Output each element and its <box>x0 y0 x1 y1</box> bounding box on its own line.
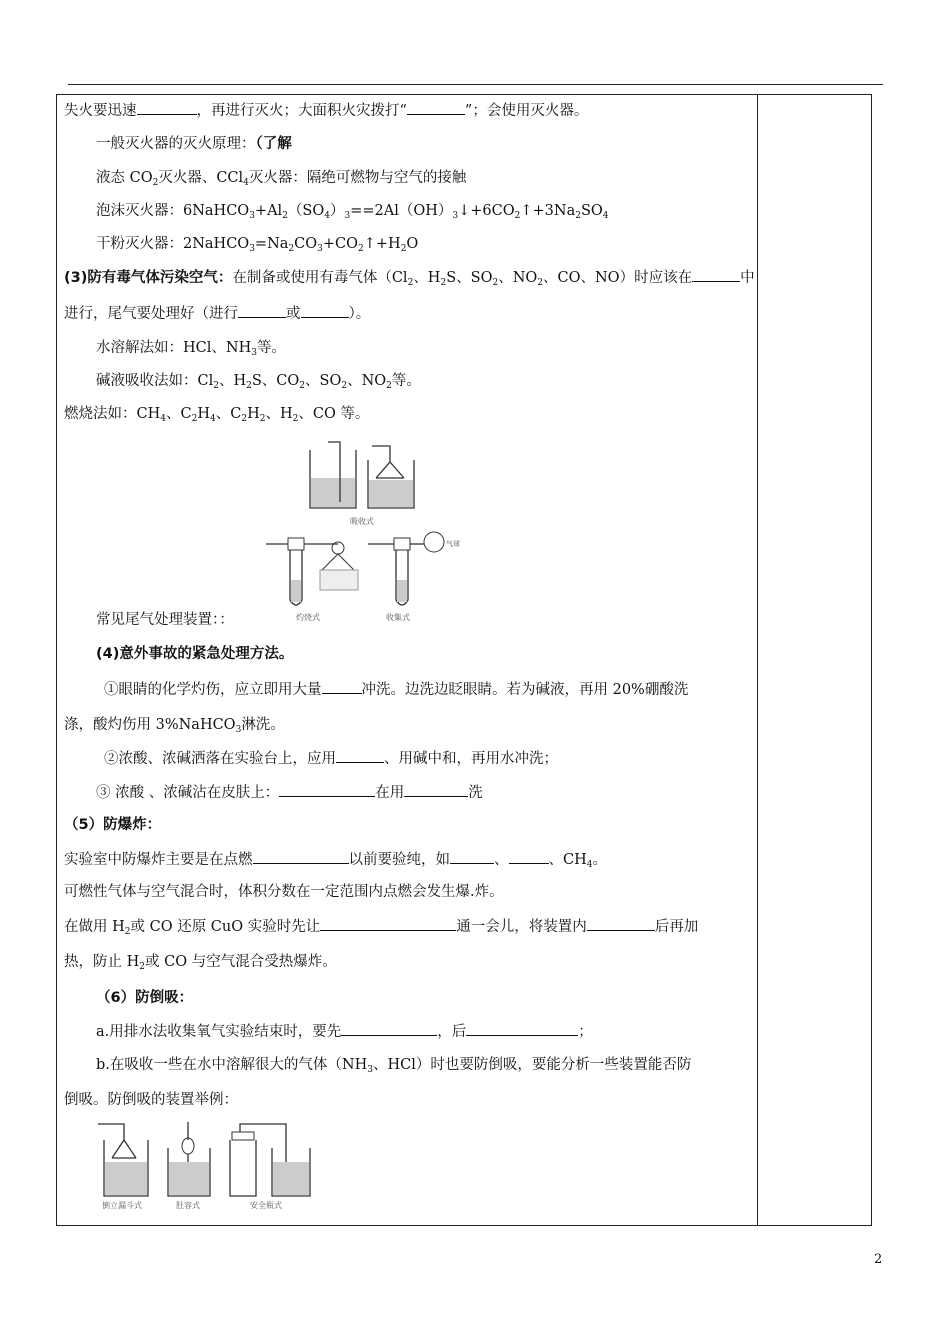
sub: 2 <box>407 278 414 288</box>
stopper <box>394 538 410 550</box>
accident-eye-2 <box>64 715 285 740</box>
toxic-line-2 <box>64 303 370 324</box>
text: 灭火器、CCl <box>158 170 244 186</box>
suckback-a <box>96 1021 593 1042</box>
text: 实验室中防爆炸主要是在点燃 <box>64 852 253 868</box>
liquid <box>169 1162 209 1195</box>
sub: 2 <box>440 278 447 288</box>
toxic-line-1 <box>64 267 755 293</box>
liquid <box>291 580 301 602</box>
text: ==2Al（OH） <box>350 203 453 219</box>
text: 以前要验纯，如 <box>348 852 450 868</box>
sub: 2 <box>259 414 266 424</box>
text: 液态 CO <box>96 170 153 186</box>
text: 一般灭火器的灭火原理： <box>96 136 256 152</box>
text: +Al <box>254 203 283 219</box>
blank <box>336 748 384 763</box>
liquid <box>369 480 413 507</box>
sub: 2 <box>124 927 131 937</box>
sub: 2 <box>575 211 581 221</box>
sub: 2 <box>358 244 364 254</box>
sub: 2 <box>241 414 248 424</box>
text: 或 <box>286 306 301 322</box>
sub: 4 <box>586 860 593 870</box>
sub: 2 <box>299 381 306 391</box>
sub: 3 <box>249 211 255 221</box>
suckback-b-2: 倒吸。防倒吸的装置举例： <box>64 1092 238 1108</box>
text: 后再加 <box>654 919 699 935</box>
blank <box>466 1021 578 1036</box>
text: 、H <box>218 373 247 389</box>
text: ↓+6CO <box>458 203 515 219</box>
suckback-b <box>96 1055 691 1080</box>
text: +CO <box>322 236 358 252</box>
text: O <box>406 236 419 252</box>
sub: 4 <box>160 414 166 424</box>
sub: 2 <box>400 244 407 254</box>
toxic-burn <box>64 404 369 429</box>
sub: 2 <box>492 278 499 288</box>
sub: 3 <box>452 211 459 221</box>
fire-powder <box>96 234 418 259</box>
text: （了解 <box>255 136 292 152</box>
text: H <box>247 406 260 422</box>
table-column-divider <box>757 94 758 1226</box>
sub: 2 <box>288 244 295 254</box>
fire-foam <box>96 201 609 226</box>
sub: 2 <box>386 381 392 391</box>
sub: 3 <box>251 348 257 358</box>
text: 或 CO 与空气混合受热爆炸。 <box>145 954 337 970</box>
sub: 2 <box>213 381 219 391</box>
stand-base <box>320 570 358 590</box>
blank <box>301 303 349 318</box>
text: 洗 <box>468 785 483 801</box>
bulb <box>182 1138 194 1154</box>
blank <box>509 849 549 864</box>
header-rule <box>68 84 883 85</box>
liquid <box>311 478 355 507</box>
blank <box>341 1021 437 1036</box>
text: 热，防止 H <box>64 954 140 970</box>
blank <box>404 782 468 797</box>
text: 或 CO 还原 CuO 实验时先让 <box>130 919 321 935</box>
sub: 2 <box>341 381 348 391</box>
sub: 2 <box>139 962 145 972</box>
text: 灭火器：隔绝可燃物与空气的接触 <box>248 170 467 186</box>
text: ）。 <box>348 306 371 322</box>
fire-co2 <box>96 168 466 193</box>
sub: 2 <box>282 211 288 221</box>
label-collect: 收集式 <box>386 613 410 622</box>
sub: 3 <box>367 1065 373 1075</box>
text: 、CO、NO）时应该在 <box>543 270 693 286</box>
sub: 3 <box>235 725 242 735</box>
blank <box>322 679 362 694</box>
text: 水溶解法如：HCl、NH <box>96 340 252 356</box>
text: ； <box>578 1024 593 1040</box>
text: 冲洗。边洗边眨眼睛。若为碱液，再用 20%硼酸洗 <box>361 682 689 698</box>
text: 等。 <box>256 340 286 356</box>
sub: 2 <box>537 278 544 288</box>
blank <box>253 849 349 864</box>
label-burn: 灼烧式 <box>296 613 320 622</box>
text: S、CO <box>251 373 300 389</box>
page-number: 2 <box>874 1252 883 1267</box>
text: 、NO <box>347 373 387 389</box>
text: 干粉灭火器：2NaHCO <box>96 236 250 252</box>
text: ②浓酸、浓碱洒落在实验台上，应用 <box>104 751 336 767</box>
text: 、用碱中和，再用水冲洗； <box>384 751 558 767</box>
sub: 2 <box>191 414 198 424</box>
text: SO <box>580 203 603 219</box>
text: 、HCl）时也要防倒吸，要能分析一些装置能否防 <box>372 1057 692 1073</box>
text: b.在吸收一些在水中溶解很大的气体（NH <box>96 1057 368 1073</box>
blank <box>407 100 465 115</box>
text: 在用 <box>375 785 405 801</box>
text: 在制备或使用有毒气体（Cl <box>232 270 408 286</box>
text: 、CH <box>548 852 587 868</box>
explosion-heading: （5）防爆炸： <box>64 817 162 833</box>
text: 、NO <box>498 270 538 286</box>
text: 。 <box>592 852 607 868</box>
blank <box>279 782 375 797</box>
text: ↑+3Na <box>520 203 576 219</box>
text: ③ 浓酸 、浓碱沾在皮肤上： <box>96 785 280 801</box>
explosion-line-4 <box>64 952 337 977</box>
toxic-water <box>96 338 286 363</box>
accident-eye <box>104 679 688 700</box>
section-heading: (3)防有毒气体污染空气： <box>64 270 233 286</box>
text: 、H <box>265 406 293 422</box>
text: 、 <box>494 852 509 868</box>
sub: 2 <box>514 211 521 221</box>
explosion-line-1 <box>64 849 607 875</box>
blank <box>450 849 494 864</box>
sub: 4 <box>243 178 249 188</box>
sub: 4 <box>209 414 216 424</box>
text: 、H <box>413 270 441 286</box>
label-funnel: 倒立漏斗式 <box>102 1201 142 1210</box>
text: a.用排水法收集氧气实验结束时，要先 <box>96 1024 342 1040</box>
explosion-line-3 <box>64 916 698 942</box>
blank <box>692 267 740 282</box>
text: H <box>197 406 210 422</box>
text: ，后 <box>437 1024 467 1040</box>
fire-principle <box>96 134 292 154</box>
text: 通一会儿，将装置内 <box>456 919 587 935</box>
sub: 4 <box>602 211 609 221</box>
fire-line-1 <box>64 100 588 121</box>
stopper <box>288 538 304 550</box>
text: CO <box>294 236 318 252</box>
text: 、SO <box>305 373 342 389</box>
text: 淋洗。 <box>241 717 285 733</box>
text: =Na <box>254 236 289 252</box>
sub: 3 <box>317 244 323 254</box>
sub: 2 <box>292 414 299 424</box>
tail-gas-figure <box>262 430 458 624</box>
text: ） <box>329 203 345 219</box>
text: S、SO <box>446 270 493 286</box>
text: 、C <box>165 406 192 422</box>
text: （SO <box>287 203 325 219</box>
liquid <box>397 580 407 602</box>
safety-bottle <box>230 1140 256 1196</box>
tail-gas-caption: 常见尾气处理装置：： <box>96 612 234 628</box>
blank <box>137 100 197 115</box>
liquid <box>273 1162 309 1195</box>
blank <box>238 303 286 318</box>
sub: 2 <box>246 381 252 391</box>
text: ，再进行灭火；大面积火灾拨打“ <box>196 103 407 119</box>
label-bulb: 肚容式 <box>176 1201 200 1210</box>
stopper <box>232 1132 254 1140</box>
suckback-heading: （6）防倒吸： <box>96 990 194 1006</box>
label-balloon: 气球 <box>446 540 460 548</box>
accident-skin <box>96 782 483 803</box>
label-safety: 安全瓶式 <box>250 1201 282 1210</box>
accident-heading: (4)意外事故的紧急处理方法。 <box>96 646 294 662</box>
text: ①眼睛的化学灼伤，应立即用大量 <box>104 682 322 698</box>
liquid <box>105 1162 147 1195</box>
blank <box>587 916 655 931</box>
text: ↑+H <box>363 236 401 252</box>
text: 进行，尾气要处理好（进行 <box>64 306 238 322</box>
text: 泡沫灭火器：6NaHCO <box>96 203 250 219</box>
text: 等。 <box>391 373 421 389</box>
text: 、C <box>215 406 242 422</box>
text: ”；会使用灭火器。 <box>464 103 589 119</box>
toxic-alkali <box>96 371 421 396</box>
anti-suckback-figure <box>90 1118 330 1210</box>
text: 中 <box>740 270 755 286</box>
text: 燃烧法如：CH <box>64 406 161 422</box>
sub: 2 <box>152 178 159 188</box>
sub: 3 <box>344 211 351 221</box>
blank <box>320 916 456 931</box>
accident-spill <box>104 748 558 769</box>
explosion-line-2: 可燃性气体与空气混合时，体积分数在一定范围内点燃会发生爆.炸。 <box>64 884 504 900</box>
text: 碱液吸收法如：Cl <box>96 373 214 389</box>
text: 涤，酸灼伤用 3%NaHCO <box>64 717 236 733</box>
sub: 3 <box>249 244 255 254</box>
text: 失火要迅速 <box>64 103 137 119</box>
text: 、CO 等。 <box>298 406 370 422</box>
label-absorb: 吸收式 <box>350 517 374 526</box>
text: 在做用 H <box>64 919 125 935</box>
sub: 4 <box>324 211 330 221</box>
